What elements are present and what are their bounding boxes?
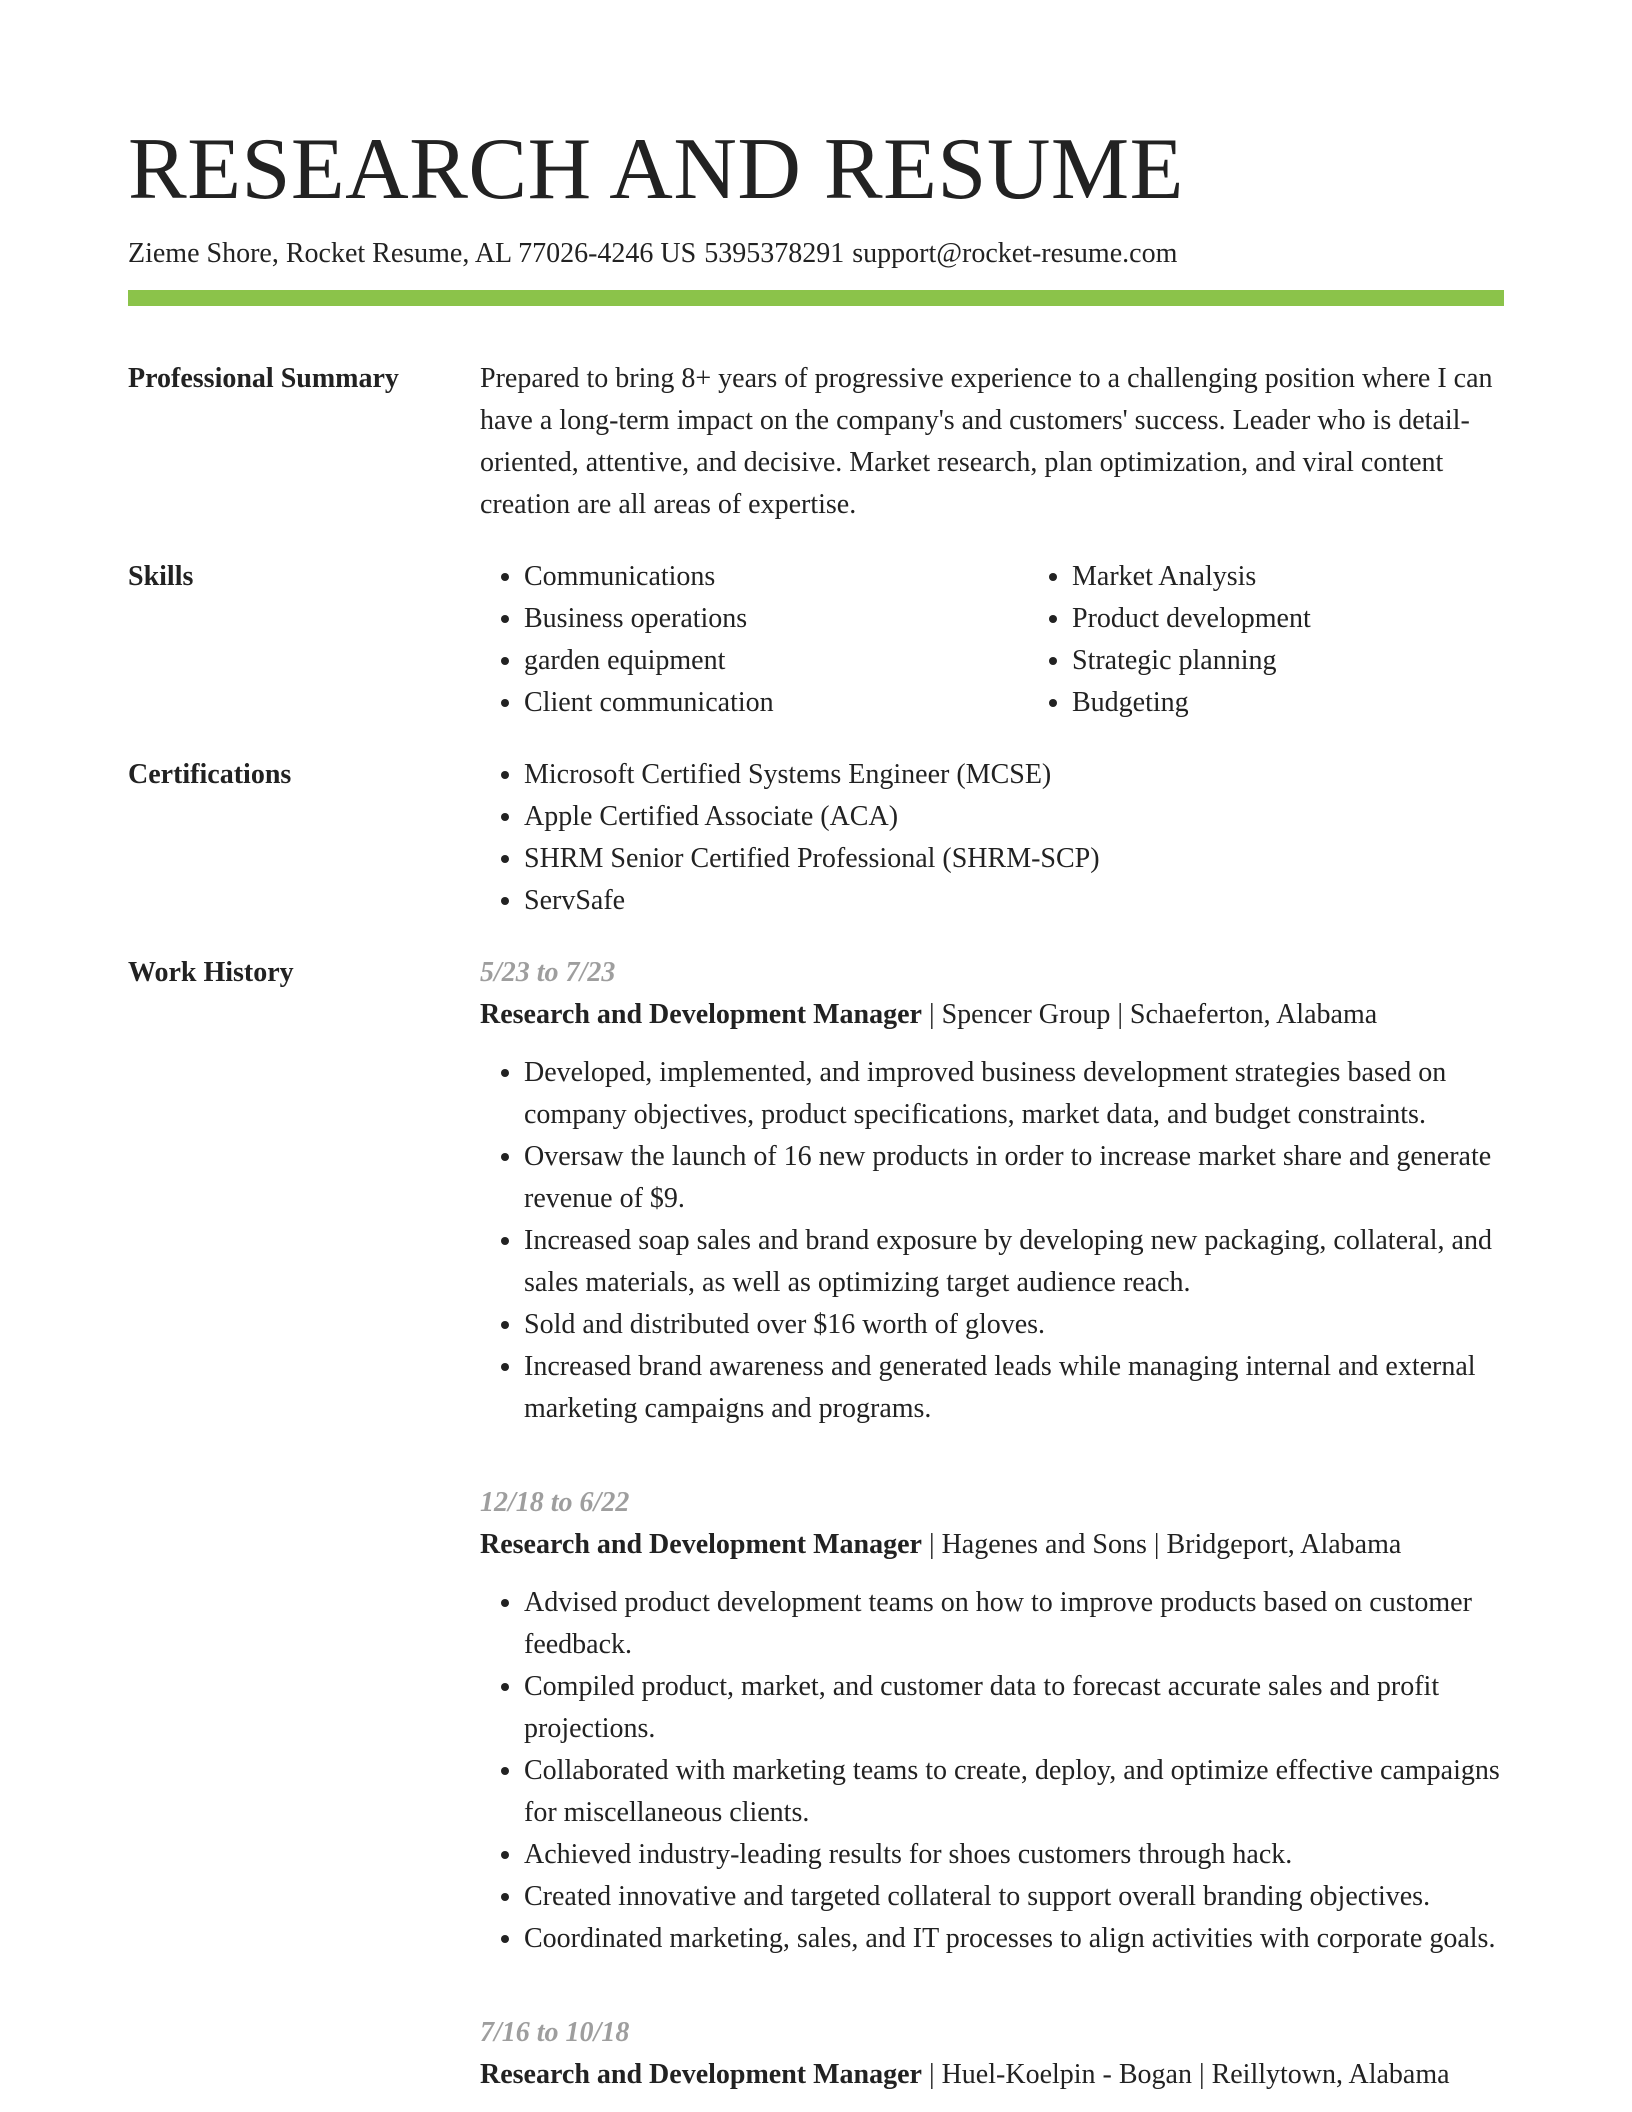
contact-email: support@rocket-resume.com bbox=[852, 238, 1178, 269]
skill-item: • garden equipment bbox=[524, 640, 1028, 682]
job-title: Research and Development Manager bbox=[480, 1529, 922, 1560]
job-title: Research and Development Manager bbox=[480, 2059, 922, 2090]
job-bullet: • Increased soap sales and brand exposure by developing new packaging, collateral, and sales materials, as well as optimizing target audience reach. bbox=[524, 1220, 1504, 1304]
job-dates: 7/16 to 10/18 bbox=[480, 2017, 630, 2048]
header-divider bbox=[128, 290, 1504, 306]
job-heading bbox=[480, 1524, 1504, 1566]
contact-line bbox=[128, 236, 1504, 272]
job-bullets bbox=[480, 1582, 1504, 1960]
job-company-location: | Hagenes and Sons | Bridgeport, Alabama bbox=[921, 1529, 1402, 1560]
skill-item: • Budgeting bbox=[1072, 682, 1576, 724]
summary-text: Prepared to bring 8+ years of progressive experience to a challenging position where I can have a long-term impact on the company's and customers' success. Leader who is detail-oriented, attentive, and decisive. Market research, plan optimization, and viral content creation are all areas of expertise. bbox=[480, 363, 1493, 520]
job-bullet: • Compiled product, market, and customer data to forecast accurate sales and profit projections. bbox=[524, 1666, 1504, 1750]
certification-item: • Apple Certified Associate (ACA) bbox=[524, 796, 1504, 838]
job-bullet: • Collaborated with marketing teams to create, deploy, and optimize effective campaigns for miscellaneous clients. bbox=[524, 1750, 1504, 1834]
certification-item: • ServSafe bbox=[524, 880, 1504, 922]
certifications-section bbox=[128, 754, 1504, 922]
skill-item: • Strategic planning bbox=[1072, 640, 1576, 682]
job-dates: 12/18 to 6/22 bbox=[480, 1487, 630, 1518]
job-entry bbox=[480, 952, 1504, 1430]
job-bullet: • Created innovative and targeted collateral to support overall branding objectives. bbox=[524, 1876, 1504, 1918]
contact-address: Zieme Shore, Rocket Resume, AL 77026-4246 US bbox=[128, 238, 697, 269]
skills-list-right bbox=[1028, 556, 1576, 724]
work-history-section bbox=[128, 952, 1504, 2096]
job-dates: 5/23 to 7/23 bbox=[480, 957, 616, 988]
resume-name: RESEARCH AND RESUME bbox=[128, 121, 1184, 218]
skill-item: • Product development bbox=[1072, 598, 1576, 640]
summary-heading: Professional Summary bbox=[128, 363, 399, 394]
job-bullet: • Sold and distributed over $16 worth of gloves. bbox=[524, 1304, 1504, 1346]
contact-phone: 5395378291 bbox=[704, 238, 845, 269]
resume-page bbox=[128, 0, 1504, 2096]
skill-item: • Business operations bbox=[524, 598, 1028, 640]
job-bullet: • Developed, implemented, and improved business development strategies based on company objectives, product specifications, market data, and budget constraints. bbox=[524, 1052, 1504, 1136]
job-company-location: | Spencer Group | Schaeferton, Alabama bbox=[921, 999, 1378, 1030]
job-bullets bbox=[480, 1052, 1504, 1430]
certifications-list bbox=[480, 754, 1504, 922]
job-heading bbox=[480, 2054, 1504, 2096]
job-entry bbox=[480, 2012, 1504, 2096]
skills-heading: Skills bbox=[128, 561, 194, 592]
skill-item: • Market Analysis bbox=[1072, 556, 1576, 598]
job-company-location: | Huel-Koelpin - Bogan | Reillytown, Alabama bbox=[921, 2059, 1450, 2090]
job-bullet: • Coordinated marketing, sales, and IT processes to align activities with corporate goals. bbox=[524, 1918, 1504, 1960]
job-entry bbox=[480, 1482, 1504, 1960]
skill-item: • Client communication bbox=[524, 682, 1028, 724]
certifications-heading: Certifications bbox=[128, 759, 292, 790]
skill-item: • Communications bbox=[524, 556, 1028, 598]
job-title: Research and Development Manager bbox=[480, 999, 922, 1030]
job-bullet: • Oversaw the launch of 16 new products in order to increase market share and generate revenue of $9. bbox=[524, 1136, 1504, 1220]
summary-section bbox=[128, 358, 1504, 526]
skills-section bbox=[128, 556, 1504, 724]
job-bullet: • Increased brand awareness and generated leads while managing internal and external marketing campaigns and programs. bbox=[524, 1346, 1504, 1430]
skills-list-left bbox=[480, 556, 1028, 724]
job-bullet: • Advised product development teams on how to improve products based on customer feedback. bbox=[524, 1582, 1504, 1666]
job-bullet: • Achieved industry-leading results for shoes customers through hack. bbox=[524, 1834, 1504, 1876]
certification-item: • Microsoft Certified Systems Engineer (MCSE) bbox=[524, 754, 1504, 796]
job-heading bbox=[480, 994, 1504, 1036]
certification-item: • SHRM Senior Certified Professional (SHRM-SCP) bbox=[524, 838, 1504, 880]
work-history-heading: Work History bbox=[128, 957, 294, 988]
